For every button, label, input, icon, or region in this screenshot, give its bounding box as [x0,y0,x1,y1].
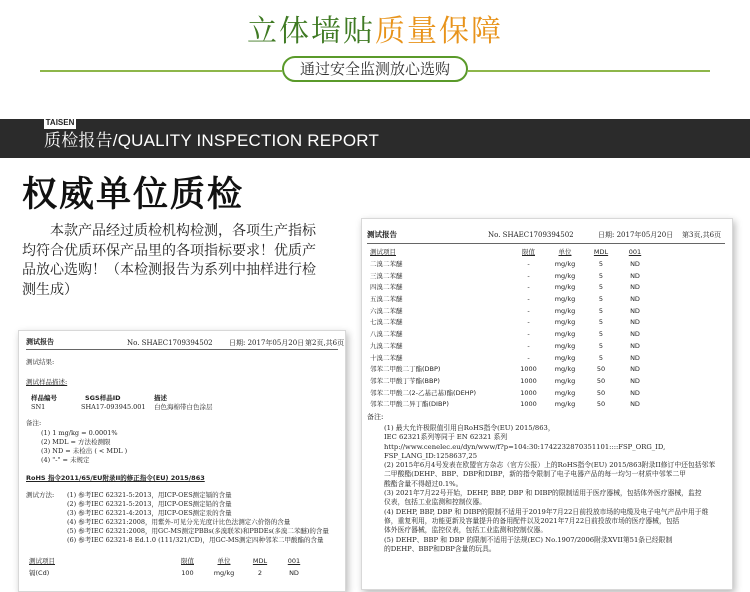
report-document-left [18,330,346,592]
sample-id: SHA17-093945.001 [81,403,146,411]
cell-unit: mg/kg [554,283,576,292]
note-line: (3) 2021年7月22号开始，DEHP, BBP, DBP 和 DIBP的限制适用于医疗器械，包括体外医疗器械，监控 [384,489,702,498]
cell-unit: mg/kg [554,341,576,350]
cell-result: ND [630,353,640,362]
note-line: (5) DEHP、BBP 和 DBP 的限制不适用于法规(EC) No.1907/2006附录XVII第51条已经限制 [384,535,673,544]
intro-text: 本款产品经过质检机构检测，各项生产指标均符合优质环保产品里的各项指标要求！优质产品放心选购！（本检测报告为系列中抽样进行检测生成） [22,223,316,298]
table-row [370,399,653,411]
cell-unit: mg/kg [554,376,576,385]
cell-unit: mg/kg [554,318,576,327]
remark-item: (3) ND = 未检出 ( < MDL ) [41,447,128,455]
method-item: (3) 参考IEC 62321-4:2013，用ICP-OES测定汞的含量 [67,509,232,517]
cell-unit: mg/kg [554,388,576,397]
table-row [370,317,653,329]
sample-desc: 白色海棉带白色涂层 [154,403,213,411]
table-row [370,341,653,353]
cell-item: 七溴二苯醚 [370,318,403,327]
note-line: 二甲酸酯(DEHP、BBP、DBP和DIBP，新的指令限制了电子电器产品的每一均匀一材质中邻苯二甲 [384,470,686,479]
report-page: 第2页,共6页 [305,339,345,347]
report-title: 测试报告 [26,338,54,346]
cell-item: 邻苯二甲酸二(2-乙基己基)酯(DEHP) [370,388,477,397]
col-header-limit: 限值 [522,248,535,257]
page-title-part1: 立体墙贴 [247,14,375,49]
cell-result: ND [630,271,640,280]
test-results-table-right [370,247,653,411]
cell-limit: - [527,353,530,362]
cell-limit: - [527,295,530,304]
cell-result: ND [630,365,640,374]
table-row [370,376,653,388]
table-row [370,270,653,282]
method-item: (2) 参考IEC 62321-5:2013，用ICP-OES测定铅的含量 [67,500,232,508]
divider-right [468,70,710,72]
label-sample-desc: 测试样品描述: [26,378,68,386]
table-header-row [29,556,312,568]
cell-item: 十溴二苯醚 [370,353,403,362]
rohs-title: RoHS 指令2011/65/EU附录II的修正指令(EU) 2015/863 [26,474,205,482]
report-date: 日期: 2017年05月20日 [229,339,305,347]
cell-mdl: 5 [598,260,604,269]
cell-mdl: 5 [598,283,604,292]
col-header-result: 001 [287,557,301,566]
cell-unit: mg/kg [213,569,235,578]
method-item: (6) 参考IEC 62321-8 Ed.1.0 (111/321/CD)，用GC-MS测定四种邻苯二甲酸酯的含量 [67,536,324,544]
section-title: 质检报告/QUALITY INSPECTION REPORT [44,131,380,150]
cell-limit: 100 [181,569,194,578]
remarks-label: 备注: [26,419,42,427]
table-header-row [370,247,653,259]
report-date: 日期: 2017年05月20日 [598,231,674,239]
note-line: 体外医疗器械，监控仪表，包括工业监测和控制仪器。 [384,526,548,535]
table-row [370,387,653,399]
header-rule [26,349,338,350]
remark-item: (2) MDL = 方法检测限 [41,438,111,446]
cell-mdl: 50 [596,388,606,397]
cell-item: 六溴二苯醚 [370,306,403,315]
cell-item: 九溴二苯醚 [370,341,403,350]
cell-unit: mg/kg [554,400,576,409]
table-row [370,352,653,364]
table-row [370,364,653,376]
notes-label: 备注: [367,413,384,421]
note-line: (2) 2015年6月4号发表在欧盟官方杂志（官方公报）上的RoHS指令(EU) 2015/863附录II修订中还包括邻苯 [384,461,716,470]
note-line: 的DEHP、BBP和DBP含量的玩具。 [384,544,496,553]
note-line: (1) 最大允许极限值引用自RoHS指令(EU) 2015/863， [384,424,555,432]
methods-label: 测试方法: [26,491,55,499]
note-line: FSP_LANG_ID:1258637,25 [384,451,478,460]
table-row [370,305,653,317]
cell-limit: 1000 [520,388,537,397]
table-row [370,282,653,294]
table-row [370,294,653,306]
cell-item: 邻苯二甲酸丁苄酯(BBP) [370,376,440,385]
method-item: (4) 参考IEC 62321:2008，用紫外-可见分光光度计比色法测定六价铬的含量 [67,518,291,526]
table-row [370,259,653,271]
cell-unit: mg/kg [554,271,576,280]
cell-result: ND [630,295,640,304]
cell-unit: mg/kg [554,295,576,304]
cell-mdl: 5 [598,306,604,315]
table-body [370,259,653,411]
method-item: (1) 参考IEC 62321-5:2013，用ICP-OES测定镉的含量 [67,491,232,499]
page-title [0,10,750,54]
method-item: (5) 参考IEC 62321:2008，用GC-MS测定PBBs(多溴联苯)和PBDEs(多溴二苯醚)的含量 [67,527,329,535]
col-header-unit: 单位 [558,248,572,257]
cell-unit: mg/kg [554,365,576,374]
cell-result: ND [630,330,640,339]
note-line: (4) DEHP, BBP, DBP 和 DIBP的限制不适用于2019年7月22日前投放市场的电缆及电子电气产品中用于维 [384,507,709,516]
remark-item: (4) "-" = 未规定 [41,456,90,464]
note-line: 仪表，包括工业监测和控制仪器。 [384,498,486,507]
table-row [29,568,312,580]
cell-mdl: 50 [596,400,606,409]
sample-header-no: 样品编号 [31,394,57,402]
subtitle-badge: 通过安全监测放心选购 [282,56,468,82]
cell-item: 三溴二苯醚 [370,271,403,280]
col-header-item: 测试项目 [370,248,396,257]
col-header-item: 测试项目 [29,557,55,566]
col-header-unit: 单位 [217,557,231,566]
report-document-right [361,218,733,590]
cell-result: ND [630,260,640,269]
cell-mdl: 2 [257,569,263,578]
cell-unit: mg/kg [554,260,576,269]
cell-limit: 1000 [520,400,537,409]
sample-header-id: SGS样品ID [85,394,121,402]
cell-result: ND [630,283,640,292]
cell-item: 二溴二苯醚 [370,260,403,269]
brand-tag: TAISEN [45,118,75,127]
cell-item: 邻苯二甲酸二异丁酯(DIBP) [370,400,449,409]
cell-mdl: 5 [598,330,604,339]
col-header-mdl: MDL [252,557,268,566]
note-line: 酸酯含量不得超过0.1%。 [384,479,463,488]
cell-result: ND [630,400,640,409]
cell-limit: - [527,306,530,315]
cell-unit: mg/kg [554,353,576,362]
cell-limit: - [527,260,530,269]
cell-result: ND [289,569,299,578]
cell-limit: - [527,318,530,327]
cell-result: ND [630,306,640,315]
col-header-result: 001 [628,248,642,257]
report-title: 测试报告 [367,230,397,239]
cell-item: 邻苯二甲酸二丁酯(DBP) [370,365,441,374]
cell-result: ND [630,376,640,385]
cell-item: 八溴二苯醚 [370,330,403,339]
cell-limit: - [527,283,530,292]
note-line: 修，重复利用，功能更新及容量提升的备用配件以及2021年7月22日前投放市场的医疗器械，包括 [384,516,680,525]
cell-limit: - [527,330,530,339]
report-number: No. SHAEC1709394502 [127,339,213,347]
cell-mdl: 5 [598,353,604,362]
cell-result: ND [630,341,640,350]
label-received: 测试结果: [26,358,55,366]
notes-list [384,424,715,554]
cell-limit: - [527,341,530,350]
divider-left [40,70,282,72]
report-number: No. SHAEC1709394502 [488,231,574,239]
test-results-table-left [29,556,312,579]
cell-mdl: 50 [596,376,606,385]
col-header-limit: 限值 [181,557,194,566]
cell-unit: mg/kg [554,330,576,339]
cell-limit: 1000 [520,365,537,374]
subtitle-row [0,56,750,86]
note-line: IEC 62321系列等同于 EN 62321 系列 [384,433,508,442]
cell-result: ND [630,388,640,397]
table-row [370,329,653,341]
cell-result: ND [630,318,640,327]
sample-no: SN1 [31,403,46,411]
header-rule [367,243,725,244]
remark-item: (1) 1 mg/kg = 0.0001% [41,429,118,437]
cell-mdl: 50 [596,365,606,374]
cell-limit: - [527,271,530,280]
page-title-part2: 质量保障 [375,14,503,49]
cell-mdl: 5 [598,341,604,350]
cell-item: 镉(Cd) [29,569,50,578]
cell-unit: mg/kg [554,306,576,315]
cell-mdl: 5 [598,271,604,280]
cell-mdl: 5 [598,295,604,304]
sample-header-desc: 描述 [154,394,167,402]
cell-limit: 1000 [520,376,537,385]
intro-heading: 权威单位质检 [22,175,245,215]
cell-mdl: 5 [598,318,604,327]
cell-item: 五溴二苯醚 [370,295,403,304]
col-header-mdl: MDL [593,248,609,257]
cell-item: 四溴二苯醚 [370,283,403,292]
note-line: http://www.cenelec.eu/dyn/www/f?p=104:30:1742232870351101::::FSP_ORG_ID, [384,442,666,451]
report-page: 第3页,共6页 [682,231,722,239]
